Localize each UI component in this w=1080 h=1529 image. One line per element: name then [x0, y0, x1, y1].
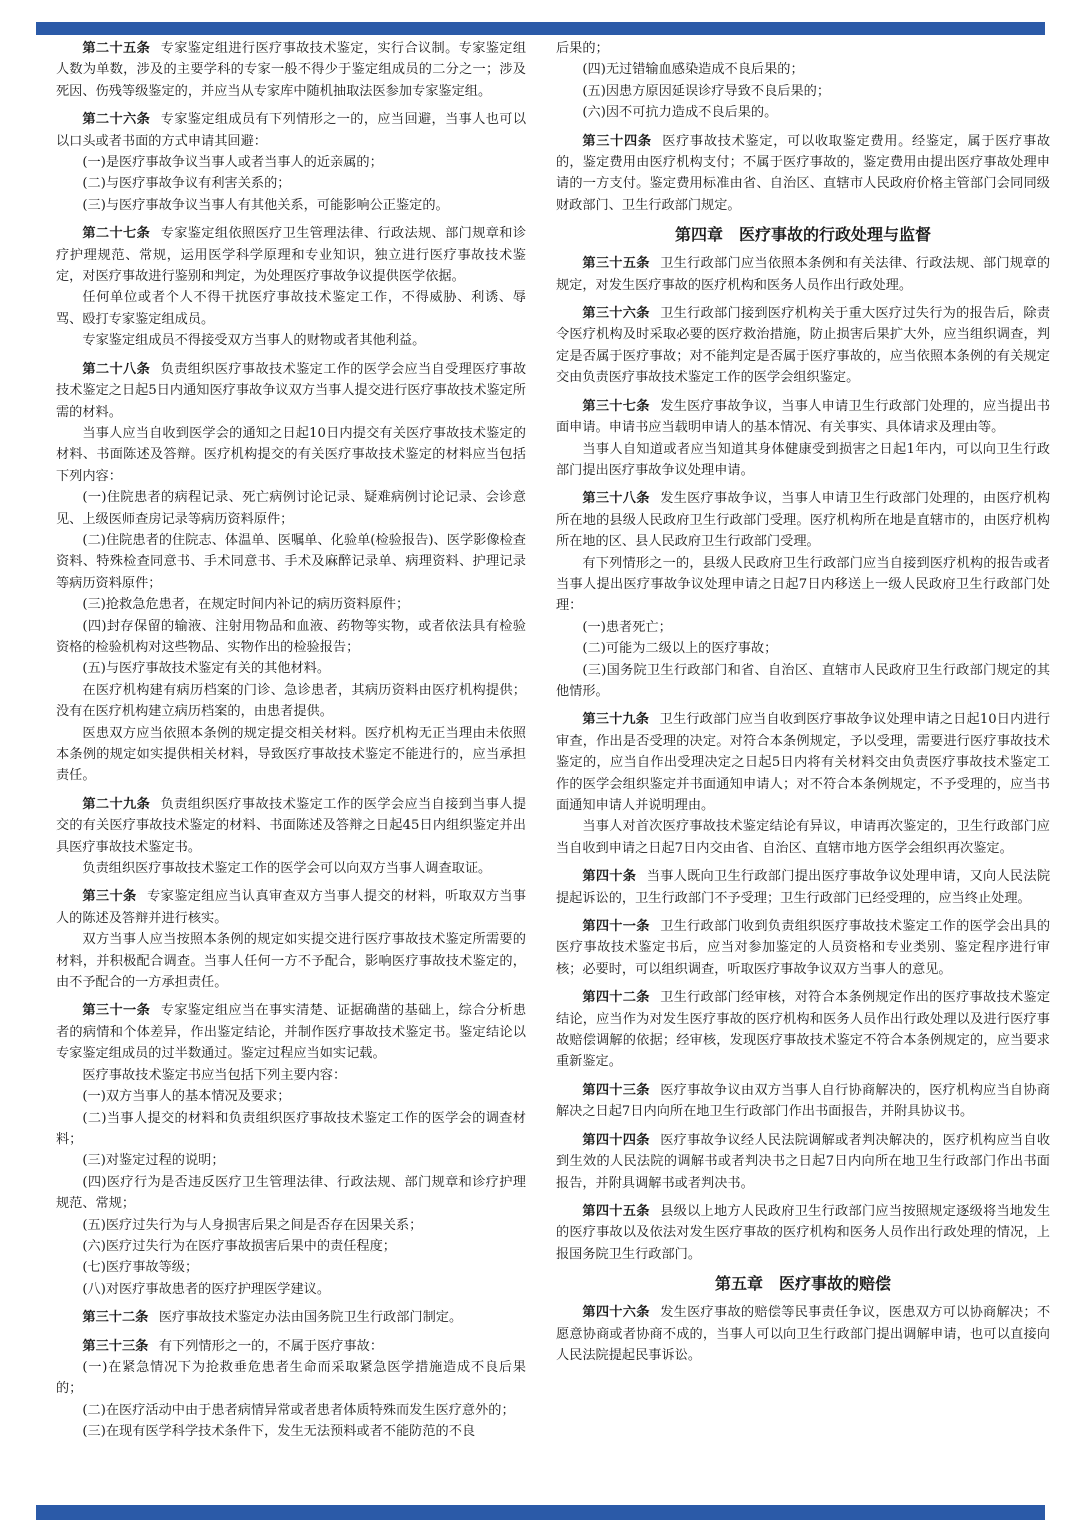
article-paragraph [56, 1172, 526, 1215]
article-text: (六)医疗过失行为在医疗事故损害后果中的责任程度； [82, 1238, 396, 1254]
article-number: 第三十二条 [82, 1310, 149, 1326]
article-number: 第二十八条 [82, 361, 151, 377]
article-number: 第三十六条 [582, 306, 650, 322]
article-text: (五)因患方原因延误诊疗导致不良后果的； [582, 83, 831, 99]
article-number: 第四十二条 [582, 990, 650, 1006]
article-text: 医疗事故争议经人民法院调解或者判决解决的，医疗机构应当自收到生效的人民法院的调解书或者判决书之日起7日内向所在地卫生行政部门作出书面报告，并附具调解书或者判决书。 [556, 1132, 1050, 1191]
article-text: 卫生行政部门接到医疗机构关于重大医疗过失行为的报告后，除责令医疗机构及时采取必要的医疗救治措施，防止损害后果扩大外，应当组织调查，判定是否属于医疗事故；对不能判定是否属于医疗事故的，应当依照本条例的有关规定交由负责医疗事故技术鉴定工作的医学会组织鉴定。 [556, 306, 1050, 386]
article-paragraph [556, 816, 1050, 859]
article [556, 488, 1050, 702]
article-text: 双方当事人应当按照本条例的规定如实提交进行医疗事故技术鉴定所需要的材料，并积极配合调查。当事人任何一方不予配合，影响医疗事故技术鉴定的，由不予配合的一方承担责任。 [56, 932, 526, 991]
article-paragraph [56, 1000, 526, 1064]
article-text: 负责组织医疗事故技术鉴定工作的医学会应当自接到当事人提交的有关医疗事故技术鉴定的材料、书面陈述及答辩之日起45日内组织鉴定并出具医疗事故技术鉴定书。 [56, 796, 526, 855]
article-paragraph [56, 423, 526, 487]
article-text: (二)与医疗事故争议有利害关系的； [82, 176, 291, 192]
article-number: 第四十条 [582, 869, 637, 885]
article-text: 发生医疗事故争议，当事人申请卫生行政部门处理的，应当提出书面申请。申请书应当载明申请人的基本情况、有关事实、具体请求及理由等。 [556, 398, 1050, 436]
article-paragraph [56, 530, 526, 594]
article-paragraph [56, 680, 526, 723]
article-text: (八)对医疗事故患者的医疗护理医学建议。 [82, 1281, 331, 1297]
article-paragraph [56, 152, 526, 173]
article-paragraph [56, 1336, 526, 1357]
article-paragraph [556, 553, 1050, 617]
article-text: (四)医疗行为是否违反医疗卫生管理法律、行政法规、部门规章和诊疗护理规范、常规； [56, 1174, 526, 1212]
article-text: 卫生行政部门应当依照本条例和有关法律、行政法规、部门规章的规定，对发生医疗事故的医疗机构和医务人员作出行政处理。 [556, 256, 1050, 293]
article-paragraph [56, 487, 526, 530]
article-text: 医疗事故技术鉴定办法由国务院卫生行政部门制定。 [158, 1310, 463, 1326]
article-paragraph [56, 1215, 526, 1236]
article-number: 第四十六条 [582, 1305, 650, 1321]
article-paragraph [556, 59, 1050, 80]
article [556, 396, 1050, 482]
article-text: (一)双方当事人的基本情况及要求； [82, 1089, 291, 1105]
article [556, 303, 1050, 389]
article-text: 当事人对首次医疗事故技术鉴定结论有异议，申请再次鉴定的，卫生行政部门应当自收到申请之日起7日内交由省、自治区、直辖市地方医学会组织再次鉴定。 [556, 819, 1050, 856]
article-number: 第三十八条 [582, 491, 650, 507]
article-text: (一)住院患者的病程记录、死亡病例讨论记录、疑难病例讨论记录、会诊意见、上级医师查房记录等病历资料原件； [56, 490, 526, 527]
article-text: (三)国务院卫生行政部门和省、自治区、直辖市人民政府卫生行政部门规定的其他情形。 [556, 662, 1050, 699]
chapter-heading: 第四章 医疗事故的行政处理与监督 [674, 225, 931, 245]
bottom-rule [36, 1505, 1045, 1520]
article-text: (四)封存保留的输液、注射用物品和血液、药物等实物，或者依法具有检验资格的检验机构对这些物品、实物作出的检验报告； [56, 618, 526, 655]
article-paragraph [556, 1080, 1050, 1123]
article-number: 第二十五条 [82, 41, 151, 56]
article-text: 在医疗机构建有病历档案的门诊、急诊患者，其病历资料由医疗机构提供；没有在医疗机构建立病历档案的，由患者提供。 [56, 682, 526, 720]
article-paragraph [556, 253, 1050, 296]
article-paragraph [56, 330, 526, 351]
article-text: 有下列情形之一的，不属于医疗事故： [158, 1338, 384, 1354]
article [56, 1000, 526, 1300]
article-paragraph [56, 1421, 526, 1442]
article-paragraph [56, 109, 526, 152]
article-text: (一)是医疗事故争议当事人或者当事人的近亲属的； [82, 155, 383, 171]
article [556, 1201, 1050, 1265]
article-number: 第三十九条 [582, 712, 650, 728]
article-paragraph [556, 38, 1050, 59]
article-text: 医疗事故技术鉴定书应当包括下列主要内容： [82, 1067, 347, 1083]
article-text: (四)无过错输血感染造成不良后果的； [582, 62, 804, 78]
article-text: (五)与医疗事故技术鉴定有关的其他材料。 [82, 661, 331, 677]
article [556, 709, 1050, 859]
chapter-heading: 第五章 医疗事故的赔偿 [714, 1274, 891, 1294]
page-body [56, 38, 1056, 1504]
article-paragraph [556, 1201, 1050, 1265]
article-paragraph [56, 658, 526, 679]
article-paragraph [56, 723, 526, 787]
article-paragraph [556, 638, 1050, 659]
article-paragraph [556, 987, 1050, 1073]
article-number: 第三十条 [82, 889, 137, 905]
article-text: 卫生行政部门经审核，对符合本条例规定作出的医疗事故技术鉴定结论，应当作为对发生医疗事故的医疗机构和医务人员作出行政处理以及进行医疗事故赔偿调解的依据；经审核，发现医疗事故技术鉴定不符合本条例规定的，应当要求重新鉴定。 [556, 990, 1050, 1070]
article-text: 负责组织医疗事故技术鉴定工作的医学会应当自受理医疗事故技术鉴定之日起5日内通知医疗事故争议双方当事人提交进行医疗事故技术鉴定所需的材料。 [56, 361, 526, 420]
article [556, 987, 1050, 1073]
article-paragraph [56, 1108, 526, 1151]
article [556, 1130, 1050, 1194]
article-number: 第四十五条 [582, 1203, 650, 1219]
article-text: 县级以上地方人民政府卫生行政部门应当按照规定逐级将当地发生的医疗事故以及依法对发生医疗事故的医疗机构和医务人员作出行政处理的情况，上报国务院卫生行政部门。 [556, 1203, 1050, 1262]
article-text: (三)抢救急危患者，在规定时间内补记的病历资料原件； [82, 597, 410, 613]
article-text: (一)患者死亡； [582, 619, 672, 635]
article-paragraph [56, 858, 526, 879]
article-paragraph [556, 1302, 1050, 1366]
article-paragraph [56, 287, 526, 330]
article [556, 1302, 1050, 1366]
article-paragraph [56, 1307, 526, 1328]
article-text: (二)住院患者的住院志、体温单、医嘱单、化验单(检验报告)、医学影像检查资料、特殊检查同意书、手术同意书、手术及麻醉记录单、病理资料、护理记录等病历资料原件； [56, 532, 526, 591]
article-text: 有下列情形之一的，县级人民政府卫生行政部门应当自接到医疗机构的报告或者当事人提出医疗事故争议处理申请之日起7日内移送上一级人民政府卫生行政部门处理： [556, 555, 1050, 614]
article [56, 223, 526, 351]
article-number: 第二十九条 [82, 796, 151, 812]
article-paragraph [56, 223, 526, 287]
article [56, 886, 526, 993]
article-text: 发生医疗事故的赔偿等民事责任争议，医患双方可以协商解决；不愿意协商或者协商不成的，当事人可以向卫生行政部门提出调解申请，也可以直接向人民法院提起民事诉讼。 [556, 1305, 1050, 1363]
article-paragraph [56, 1357, 526, 1400]
article-text: 后果的； [556, 41, 609, 56]
article-paragraph [556, 131, 1050, 217]
article [56, 109, 526, 216]
article-number: 第三十三条 [82, 1338, 149, 1354]
article-number: 第三十一条 [82, 1003, 151, 1019]
article-text: 专家鉴定组应当认真审查双方当事人提交的材料，听取双方当事人的陈述及答辩并进行核实。 [56, 889, 526, 926]
article-text: 任何单位或者个人不得干扰医疗事故技术鉴定工作，不得威胁、利诱、辱骂、殴打专家鉴定组成员。 [56, 290, 526, 327]
article-paragraph [56, 1065, 526, 1086]
article-paragraph [56, 886, 526, 929]
article-text: 当事人应当自收到医学会的通知之日起10日内提交有关医疗事故技术鉴定的材料、书面陈述及答辩。医疗机构提交的有关医疗事故技术鉴定的材料应当包括下列内容： [56, 425, 526, 484]
article [556, 253, 1050, 296]
article-number: 第四十一条 [582, 919, 650, 935]
article-text: (二)在医疗活动中由于患者病情异常或者患者体质特殊而发生医疗意外的； [82, 1402, 515, 1418]
article-paragraph [56, 929, 526, 993]
article-paragraph [556, 81, 1050, 102]
article-number: 第四十四条 [582, 1132, 650, 1148]
article-paragraph [56, 195, 526, 216]
article-paragraph [556, 866, 1050, 909]
article-number: 第三十七条 [582, 398, 650, 414]
article-text: (六)因不可抗力造成不良后果的。 [582, 105, 778, 121]
article-paragraph [556, 660, 1050, 703]
article-paragraph [556, 439, 1050, 482]
article-text: 专家鉴定组成员不得接受双方当事人的财物或者其他利益。 [82, 333, 426, 349]
article-text: (七)医疗事故等级； [82, 1260, 199, 1276]
article-text: (一)在紧急情况下为抢救垂危患者生命而采取紧急医学措施造成不良后果的； [56, 1359, 526, 1397]
article-paragraph [556, 1130, 1050, 1194]
article-paragraph [56, 173, 526, 194]
article-paragraph [56, 1086, 526, 1107]
article-number: 第二十七条 [82, 226, 151, 242]
article-paragraph [556, 709, 1050, 816]
article-text: (二)当事人提交的材料和负责组织医疗事故技术鉴定工作的医学会的调查材料； [56, 1110, 526, 1147]
article-continuation [556, 38, 1050, 124]
article-text: 专家鉴定组成员有下列情形之一的，应当回避，当事人也可以以口头或者书面的方式申请其回避： [56, 112, 526, 149]
article-text: 负责组织医疗事故技术鉴定工作的医学会可以向双方当事人调查取证。 [82, 861, 492, 877]
article-paragraph [56, 794, 526, 858]
article-text: 卫生行政部门应当自收到医疗事故争议处理申请之日起10日内进行审查，作出是否受理的决定。对符合本条例规定，予以受理，需要进行医疗事故技术鉴定的，应当自作出受理决定之日起5日内将有关材料交由负责医疗事故技术鉴定工作的医学会组织鉴定并书面通知申请人；对不符合本条例规定，不予受理的，应当书面通知申请人并说明理由。 [556, 712, 1050, 813]
article [56, 794, 526, 880]
article-number: 第四十三条 [582, 1082, 650, 1098]
article-number: 第三十五条 [582, 256, 650, 272]
left-column [56, 38, 526, 1504]
article-text: (三)对鉴定过程的说明； [82, 1153, 225, 1169]
article-text: (三)与医疗事故争议当事人有其他关系，可能影响公正鉴定的。 [82, 197, 449, 213]
article-number: 第二十六条 [82, 112, 151, 128]
article-text: 当事人自知道或者应当知道其身体健康受到损害之日起1年内，可以向卫生行政部门提出医疗事故争议处理申请。 [556, 441, 1050, 478]
article-text: 专家鉴定组进行医疗事故技术鉴定，实行合议制。专家鉴定组人数为单数，涉及的主要学科的专家一般不得少于鉴定组成员的二分之一；涉及死因、伤残等级鉴定的，并应当从专家库中随机抽取法医参加专家鉴定组。 [56, 41, 526, 99]
article [556, 1080, 1050, 1123]
article [556, 866, 1050, 909]
article [56, 38, 526, 102]
article-paragraph [56, 359, 526, 423]
article [556, 916, 1050, 980]
article [56, 1307, 526, 1328]
article [56, 359, 526, 787]
article-paragraph [56, 1236, 526, 1257]
article-paragraph [556, 303, 1050, 389]
article-paragraph [56, 1150, 526, 1171]
article [556, 131, 1050, 217]
article-paragraph [556, 916, 1050, 980]
article-paragraph [56, 616, 526, 659]
article-text: 医疗事故技术鉴定，可以收取鉴定费用。经鉴定，属于医疗事故的，鉴定费用由医疗机构支付；不属于医疗事故的，鉴定费用由提出医疗事故处理申请的一方支付。鉴定费用标准由省、自治区、直辖市人民政府价格主管部门会同同级财政部门、卫生行政部门规定。 [556, 133, 1050, 213]
article-paragraph [556, 102, 1050, 123]
article-text: 当事人既向卫生行政部门提出医疗事故争议处理申请，又向人民法院提起诉讼的，卫生行政部门不予受理；卫生行政部门已经受理的，应当终止处理。 [556, 869, 1050, 906]
article-text: 专家鉴定组应当在事实清楚、证据确凿的基础上，综合分析患者的病情和个体差异，作出鉴定结论，并制作医疗事故技术鉴定书。鉴定结论以专家鉴定组成员的过半数通过。鉴定过程应当如实记载。 [56, 1003, 526, 1062]
article-paragraph [556, 396, 1050, 439]
article-paragraph [56, 594, 526, 615]
article-paragraph [556, 488, 1050, 552]
article-text: 发生医疗事故争议，当事人申请卫生行政部门处理的，由医疗机构所在地的县级人民政府卫生行政部门受理。医疗机构所在地是直辖市的，由医疗机构所在地的区、县人民政府卫生行政部门受理。 [556, 491, 1050, 550]
article-paragraph [56, 38, 526, 102]
top-rule [36, 22, 1045, 35]
article [56, 1336, 526, 1443]
article-number: 第三十四条 [582, 133, 652, 149]
article-paragraph [56, 1400, 526, 1421]
right-column [556, 38, 1050, 1504]
article-paragraph [556, 617, 1050, 638]
article-text: (三)在现有医学科学技术条件下，发生无法预料或者不能防范的不良 [82, 1424, 476, 1440]
article-text: (二)可能为二级以上的医疗事故； [582, 641, 778, 657]
article-text: 医疗事故争议由双方当事人自行协商解决的，医疗机构应当自协商解决之日起7日内向所在地卫生行政部门作出书面报告，并附具协议书。 [556, 1082, 1050, 1120]
article-paragraph [56, 1257, 526, 1278]
article-text: (五)医疗过失行为与人身损害后果之间是否存在因果关系； [82, 1217, 423, 1233]
article-paragraph [56, 1279, 526, 1300]
article-text: 卫生行政部门收到负责组织医疗事故技术鉴定工作的医学会出具的医疗事故技术鉴定书后，应当对参加鉴定的人员资格和专业类别、鉴定程序进行审核；必要时，可以组织调查，听取医疗事故争议双方当事人的意见。 [556, 919, 1050, 977]
article-text: 专家鉴定组依照医疗卫生管理法律、行政法规、部门规章和诊疗护理规范、常规，运用医学科学原理和专业知识，独立进行医疗事故技术鉴定，对医疗事故进行鉴别和判定，为处理医疗事故争议提供医学依据。 [56, 226, 526, 285]
article-text: 医患双方应当依照本条例的规定提交相关材料。医疗机构无正当理由未依照本条例的规定如实提供相关材料，导致医疗事故技术鉴定不能进行的，应当承担责任。 [56, 725, 526, 784]
